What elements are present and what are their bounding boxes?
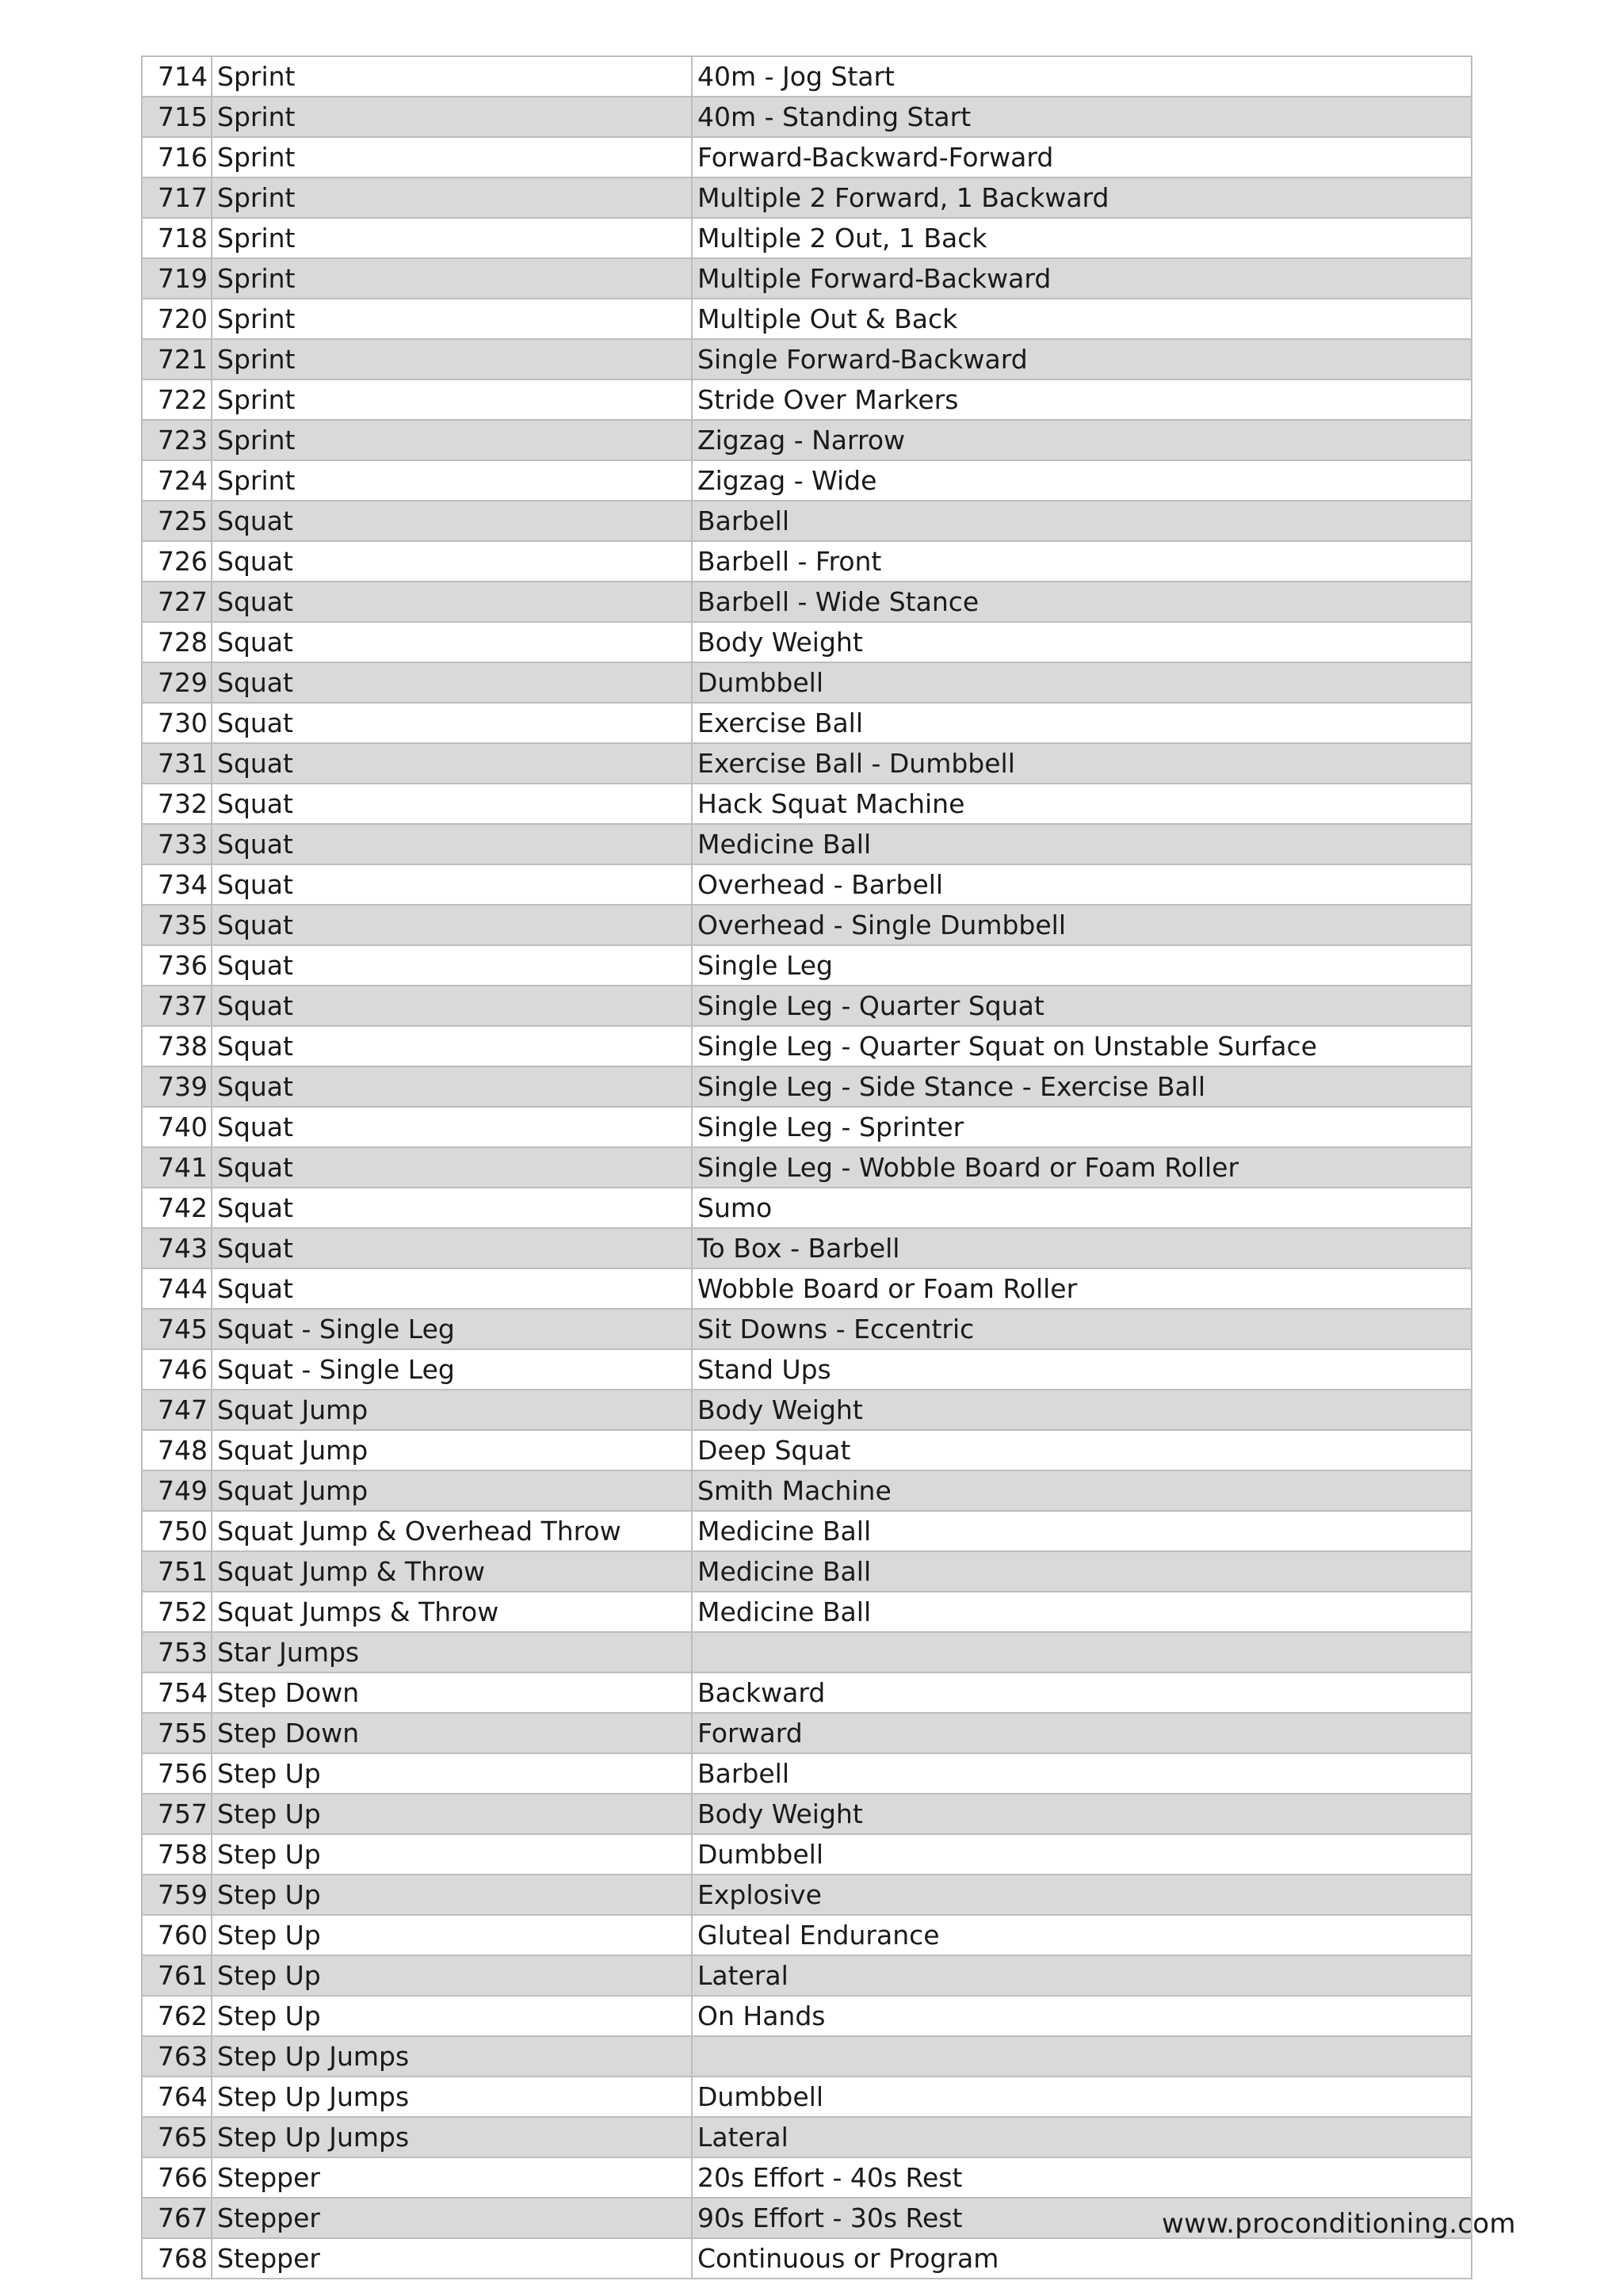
- exercise-variation-cell: On Hands: [692, 1996, 1472, 2036]
- exercise-number-cell: 720: [142, 299, 212, 339]
- exercise-name-cell: Squat: [212, 662, 692, 703]
- exercise-variation-cell: [692, 1632, 1472, 1672]
- exercise-variation-cell: Multiple 2 Out, 1 Back: [692, 218, 1472, 258]
- table-row: [142, 1592, 1472, 1632]
- exercise-number-cell: 745: [142, 1309, 212, 1349]
- exercise-number-cell: 725: [142, 501, 212, 541]
- table-row: [142, 1996, 1472, 2036]
- exercise-variation-cell: Body Weight: [692, 1794, 1472, 1834]
- exercise-name-cell: Squat: [212, 541, 692, 582]
- table-row: [142, 2077, 1472, 2117]
- table-row: [142, 986, 1472, 1026]
- table-row: [142, 97, 1472, 137]
- exercise-number-cell: 754: [142, 1672, 212, 1713]
- table-row: [142, 703, 1472, 743]
- exercise-variation-cell: Overhead - Single Dumbbell: [692, 905, 1472, 945]
- table-row: [142, 137, 1472, 177]
- exercise-variation-cell: Body Weight: [692, 622, 1472, 662]
- exercise-number-cell: 732: [142, 784, 212, 824]
- exercise-name-cell: Star Jumps: [212, 1632, 692, 1672]
- exercise-name-cell: Squat Jumps & Throw: [212, 1592, 692, 1632]
- table-row: [142, 1268, 1472, 1309]
- exercise-name-cell: Squat: [212, 905, 692, 945]
- exercise-variation-cell: Backward: [692, 1672, 1472, 1713]
- exercise-variation-cell: Multiple Out & Back: [692, 299, 1472, 339]
- table-row: [142, 1672, 1472, 1713]
- exercise-variation-cell: Single Forward-Backward: [692, 339, 1472, 379]
- table-row: [142, 1107, 1472, 1147]
- table-row: [142, 2036, 1472, 2077]
- exercise-variation-cell: Zigzag - Narrow: [692, 420, 1472, 460]
- exercise-name-cell: Step Up Jumps: [212, 2077, 692, 2117]
- table-row: [142, 1309, 1472, 1349]
- exercise-variation-cell: Deep Squat: [692, 1430, 1472, 1470]
- exercise-variation-cell: Single Leg - Quarter Squat: [692, 986, 1472, 1026]
- table-row: [142, 56, 1472, 97]
- exercise-variation-cell: Forward-Backward-Forward: [692, 137, 1472, 177]
- exercise-variation-cell: 90s Effort - 30s Rest: [692, 2198, 1472, 2238]
- exercise-variation-cell: Single Leg - Sprinter: [692, 1107, 1472, 1147]
- exercise-name-cell: Sprint: [212, 97, 692, 137]
- exercise-name-cell: Step Up Jumps: [212, 2036, 692, 2077]
- exercise-number-cell: 762: [142, 1996, 212, 2036]
- exercise-number-cell: 748: [142, 1430, 212, 1470]
- table-row: [142, 824, 1472, 864]
- exercise-variation-cell: Sit Downs - Eccentric: [692, 1309, 1472, 1349]
- exercise-table: [141, 55, 1472, 2279]
- exercise-name-cell: Step Up: [212, 1955, 692, 1996]
- exercise-number-cell: 742: [142, 1188, 212, 1228]
- table-row: [142, 2117, 1472, 2157]
- table-row: [142, 1511, 1472, 1551]
- exercise-number-cell: 753: [142, 1632, 212, 1672]
- table-row: [142, 1915, 1472, 1955]
- exercise-name-cell: Stepper: [212, 2198, 692, 2238]
- exercise-variation-cell: Medicine Ball: [692, 824, 1472, 864]
- table-row: [142, 2157, 1472, 2198]
- exercise-variation-cell: Single Leg - Quarter Squat on Unstable Surface: [692, 1026, 1472, 1066]
- table-row: [142, 258, 1472, 299]
- exercise-number-cell: 740: [142, 1107, 212, 1147]
- table-row: [142, 743, 1472, 784]
- exercise-variation-cell: Overhead - Barbell: [692, 864, 1472, 905]
- exercise-number-cell: 758: [142, 1834, 212, 1875]
- table-row: [142, 1390, 1472, 1430]
- exercise-variation-cell: Gluteal Endurance: [692, 1915, 1472, 1955]
- table-row: [142, 905, 1472, 945]
- exercise-number-cell: 755: [142, 1713, 212, 1753]
- exercise-number-cell: 763: [142, 2036, 212, 2077]
- exercise-number-cell: 731: [142, 743, 212, 784]
- exercise-number-cell: 728: [142, 622, 212, 662]
- exercise-number-cell: 715: [142, 97, 212, 137]
- exercise-number-cell: 730: [142, 703, 212, 743]
- exercise-variation-cell: Barbell: [692, 501, 1472, 541]
- exercise-name-cell: Step Up Jumps: [212, 2117, 692, 2157]
- exercise-variation-cell: 40m - Jog Start: [692, 56, 1472, 97]
- exercise-variation-cell: Forward: [692, 1713, 1472, 1753]
- exercise-number-cell: 768: [142, 2238, 212, 2279]
- exercise-number-cell: 766: [142, 2157, 212, 2198]
- exercise-variation-cell: Exercise Ball: [692, 703, 1472, 743]
- exercise-name-cell: Squat: [212, 986, 692, 1026]
- exercise-variation-cell: Multiple Forward-Backward: [692, 258, 1472, 299]
- exercise-name-cell: Sprint: [212, 218, 692, 258]
- exercise-variation-cell: Multiple 2 Forward, 1 Backward: [692, 177, 1472, 218]
- exercise-variation-cell: Lateral: [692, 2117, 1472, 2157]
- exercise-variation-cell: Medicine Ball: [692, 1592, 1472, 1632]
- table-row: [142, 1834, 1472, 1875]
- exercise-name-cell: Squat: [212, 1066, 692, 1107]
- exercise-number-cell: 747: [142, 1390, 212, 1430]
- exercise-number-cell: 741: [142, 1147, 212, 1188]
- exercise-number-cell: 746: [142, 1349, 212, 1390]
- exercise-variation-cell: Dumbbell: [692, 1834, 1472, 1875]
- exercise-number-cell: 723: [142, 420, 212, 460]
- exercise-name-cell: Step Up: [212, 1875, 692, 1915]
- table-row: [142, 1753, 1472, 1794]
- exercise-name-cell: Squat - Single Leg: [212, 1349, 692, 1390]
- table-row: [142, 2238, 1472, 2279]
- table-row: [142, 501, 1472, 541]
- table-row: [142, 1066, 1472, 1107]
- exercise-name-cell: Squat: [212, 703, 692, 743]
- exercise-name-cell: Sprint: [212, 339, 692, 379]
- exercise-variation-cell: Wobble Board or Foam Roller: [692, 1268, 1472, 1309]
- exercise-number-cell: 722: [142, 379, 212, 420]
- table-row: [142, 379, 1472, 420]
- table-row: [142, 1188, 1472, 1228]
- table-row: [142, 1794, 1472, 1834]
- table-row: [142, 339, 1472, 379]
- exercise-number-cell: 759: [142, 1875, 212, 1915]
- table-body: [142, 56, 1472, 2279]
- exercise-variation-cell: Barbell - Wide Stance: [692, 582, 1472, 622]
- exercise-name-cell: Squat: [212, 1228, 692, 1268]
- table-row: [142, 864, 1472, 905]
- exercise-name-cell: Step Down: [212, 1713, 692, 1753]
- exercise-number-cell: 727: [142, 582, 212, 622]
- exercise-name-cell: Step Up: [212, 1915, 692, 1955]
- exercise-number-cell: 744: [142, 1268, 212, 1309]
- exercise-number-cell: 737: [142, 986, 212, 1026]
- exercise-name-cell: Stepper: [212, 2157, 692, 2198]
- exercise-name-cell: Step Up: [212, 1834, 692, 1875]
- table-row: [142, 1228, 1472, 1268]
- exercise-name-cell: Squat: [212, 1107, 692, 1147]
- exercise-name-cell: Squat: [212, 1268, 692, 1309]
- exercise-variation-cell: Stand Ups: [692, 1349, 1472, 1390]
- exercise-variation-cell: Medicine Ball: [692, 1511, 1472, 1551]
- exercise-number-cell: 726: [142, 541, 212, 582]
- exercise-variation-cell: Single Leg - Side Stance - Exercise Ball: [692, 1066, 1472, 1107]
- footer-url: www.proconditioning.com: [1162, 2208, 1516, 2240]
- exercise-variation-cell: To Box - Barbell: [692, 1228, 1472, 1268]
- exercise-variation-cell: Dumbbell: [692, 2077, 1472, 2117]
- exercise-name-cell: Sprint: [212, 460, 692, 501]
- exercise-variation-cell: Body Weight: [692, 1390, 1472, 1430]
- exercise-number-cell: 735: [142, 905, 212, 945]
- exercise-name-cell: Sprint: [212, 137, 692, 177]
- exercise-name-cell: Squat: [212, 1147, 692, 1188]
- exercise-variation-cell: Lateral: [692, 1955, 1472, 1996]
- exercise-number-cell: 721: [142, 339, 212, 379]
- exercise-variation-cell: Medicine Ball: [692, 1551, 1472, 1592]
- exercise-variation-cell: Sumo: [692, 1188, 1472, 1228]
- exercise-variation-cell: Barbell - Front: [692, 541, 1472, 582]
- exercise-name-cell: Squat: [212, 1026, 692, 1066]
- table-row: [142, 541, 1472, 582]
- exercise-variation-cell: Smith Machine: [692, 1470, 1472, 1511]
- exercise-number-cell: 734: [142, 864, 212, 905]
- table-row: [142, 299, 1472, 339]
- table-row: [142, 460, 1472, 501]
- exercise-variation-cell: 20s Effort - 40s Rest: [692, 2157, 1472, 2198]
- exercise-name-cell: Sprint: [212, 258, 692, 299]
- exercise-name-cell: Squat: [212, 501, 692, 541]
- table-row: [142, 622, 1472, 662]
- table-row: [142, 1713, 1472, 1753]
- table-row: [142, 1026, 1472, 1066]
- exercise-number-cell: 729: [142, 662, 212, 703]
- exercise-number-cell: 739: [142, 1066, 212, 1107]
- exercise-name-cell: Squat: [212, 582, 692, 622]
- exercise-number-cell: 733: [142, 824, 212, 864]
- table-row: [142, 1470, 1472, 1511]
- exercise-name-cell: Squat: [212, 1188, 692, 1228]
- exercise-name-cell: Step Up: [212, 1753, 692, 1794]
- exercise-name-cell: Step Down: [212, 1672, 692, 1713]
- exercise-number-cell: 761: [142, 1955, 212, 1996]
- table-row: [142, 945, 1472, 986]
- table-row: [142, 1430, 1472, 1470]
- exercise-number-cell: 716: [142, 137, 212, 177]
- exercise-number-cell: 750: [142, 1511, 212, 1551]
- exercise-number-cell: 738: [142, 1026, 212, 1066]
- table-row: [142, 784, 1472, 824]
- exercise-number-cell: 718: [142, 218, 212, 258]
- exercise-variation-cell: 40m - Standing Start: [692, 97, 1472, 137]
- exercise-name-cell: Sprint: [212, 177, 692, 218]
- exercise-number-cell: 719: [142, 258, 212, 299]
- exercise-name-cell: Squat: [212, 824, 692, 864]
- exercise-name-cell: Sprint: [212, 379, 692, 420]
- exercise-variation-cell: Continuous or Program: [692, 2238, 1472, 2279]
- exercise-number-cell: 724: [142, 460, 212, 501]
- exercise-name-cell: Squat Jump: [212, 1430, 692, 1470]
- exercise-number-cell: 767: [142, 2198, 212, 2238]
- exercise-name-cell: Step Up: [212, 1996, 692, 2036]
- exercise-name-cell: Squat - Single Leg: [212, 1309, 692, 1349]
- table-row: [142, 1955, 1472, 1996]
- exercise-variation-cell: Dumbbell: [692, 662, 1472, 703]
- exercise-variation-cell: Barbell: [692, 1753, 1472, 1794]
- exercise-name-cell: Sprint: [212, 56, 692, 97]
- table-row: [142, 1147, 1472, 1188]
- exercise-name-cell: Squat: [212, 864, 692, 905]
- exercise-variation-cell: Zigzag - Wide: [692, 460, 1472, 501]
- exercise-name-cell: Squat Jump & Overhead Throw: [212, 1511, 692, 1551]
- exercise-number-cell: 736: [142, 945, 212, 986]
- exercise-name-cell: Squat: [212, 945, 692, 986]
- exercise-variation-cell: Explosive: [692, 1875, 1472, 1915]
- exercise-number-cell: 764: [142, 2077, 212, 2117]
- exercise-name-cell: Squat: [212, 784, 692, 824]
- exercise-variation-cell: Hack Squat Machine: [692, 784, 1472, 824]
- exercise-name-cell: Squat Jump: [212, 1390, 692, 1430]
- table-row: [142, 1632, 1472, 1672]
- exercise-variation-cell: Stride Over Markers: [692, 379, 1472, 420]
- table-row: [142, 582, 1472, 622]
- exercise-number-cell: 749: [142, 1470, 212, 1511]
- exercise-number-cell: 752: [142, 1592, 212, 1632]
- exercise-number-cell: 714: [142, 56, 212, 97]
- exercise-number-cell: 743: [142, 1228, 212, 1268]
- table-row: [142, 662, 1472, 703]
- table-row: [142, 177, 1472, 218]
- exercise-number-cell: 756: [142, 1753, 212, 1794]
- exercise-name-cell: Squat Jump & Throw: [212, 1551, 692, 1592]
- table-row: [142, 1551, 1472, 1592]
- table-row: [142, 1349, 1472, 1390]
- exercise-name-cell: Squat: [212, 743, 692, 784]
- table-row: [142, 420, 1472, 460]
- exercise-number-cell: 757: [142, 1794, 212, 1834]
- exercise-variation-cell: Single Leg: [692, 945, 1472, 986]
- exercise-name-cell: Squat Jump: [212, 1470, 692, 1511]
- exercise-number-cell: 751: [142, 1551, 212, 1592]
- table-row: [142, 218, 1472, 258]
- exercise-number-cell: 717: [142, 177, 212, 218]
- table-row: [142, 1875, 1472, 1915]
- exercise-name-cell: Step Up: [212, 1794, 692, 1834]
- exercise-number-cell: 760: [142, 1915, 212, 1955]
- exercise-name-cell: Sprint: [212, 299, 692, 339]
- exercise-name-cell: Squat: [212, 622, 692, 662]
- exercise-name-cell: Sprint: [212, 420, 692, 460]
- exercise-number-cell: 765: [142, 2117, 212, 2157]
- exercise-variation-cell: Exercise Ball - Dumbbell: [692, 743, 1472, 784]
- exercise-variation-cell: Single Leg - Wobble Board or Foam Roller: [692, 1147, 1472, 1188]
- exercise-name-cell: Stepper: [212, 2238, 692, 2279]
- exercise-variation-cell: [692, 2036, 1472, 2077]
